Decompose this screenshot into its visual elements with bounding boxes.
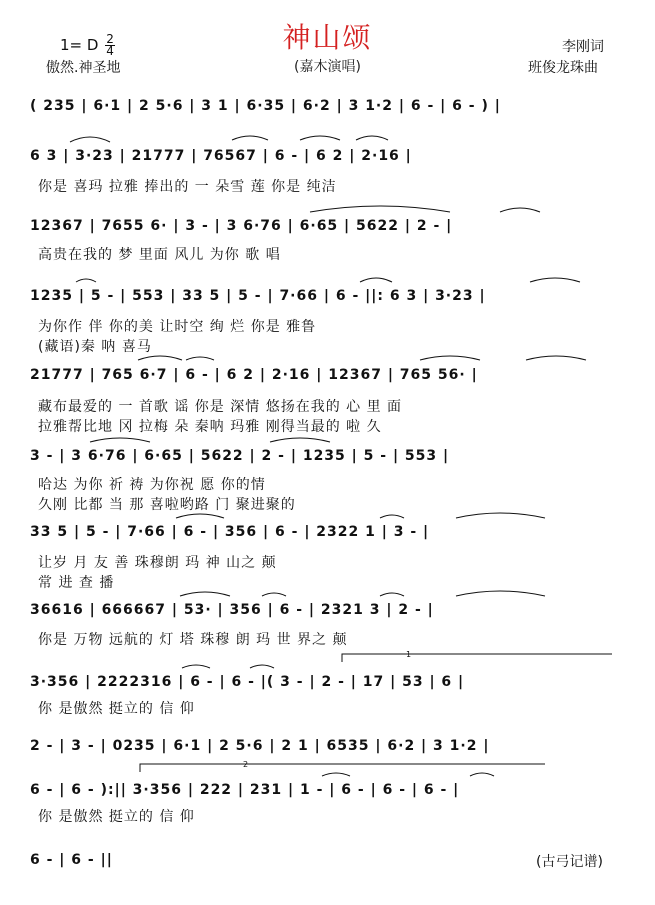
notation-line-4: 1235 | 5 - | 553 | 33 5 | 5 - | 7·66 | 6 - ||: 6 3 | 3·23 |: [30, 288, 486, 304]
lyrics-line-7a: 让岁 月 友 善 珠穆朗 玛 神 山之 颠: [38, 555, 277, 571]
slur: [310, 206, 450, 212]
lyrics-line-11a: 你 是傲然 挺立的 信 仰: [38, 809, 195, 825]
volta-second-bracket: [140, 764, 545, 772]
slur: [186, 357, 214, 360]
slur: [456, 591, 545, 596]
time-signature-top: 2: [106, 32, 114, 46]
volta-second-label: 2: [243, 760, 249, 769]
lyrics-line-4a: 为你作 伴 你的美 让时空 绚 烂 你是 雅鲁: [38, 319, 317, 335]
slur: [138, 356, 182, 360]
slur: [262, 593, 286, 596]
slur: [470, 773, 494, 776]
slur: [322, 773, 350, 776]
transcriber-credit: (古弓记谱): [536, 854, 603, 870]
time-signature-bottom: 4: [106, 44, 114, 58]
lyrics-line-9a: 你 是傲然 挺立的 信 仰: [38, 701, 195, 717]
notation-line-6: 3 - | 3 6·76 | 6·65 | 5622 | 2 - | 1235 | 5 - | 553 |: [30, 448, 450, 464]
notation-line-2: 6 3 | 3·23 | 21777 | 76567 | 6 - | 6 2 | 2·16 |: [30, 148, 412, 164]
volta-first-bracket: [342, 654, 612, 662]
performance-style: 傲然.神圣地: [46, 60, 121, 76]
song-title: 神山颂: [282, 21, 373, 54]
slur: [90, 438, 150, 442]
slur: [270, 438, 330, 442]
lyrics-line-6b: 久刚 比都 当 那 喜啦哟路 门 聚进聚的: [38, 497, 296, 513]
slur: [380, 593, 404, 596]
lyricist: 李刚词: [562, 39, 604, 55]
song-subtitle: (嘉木演唱): [294, 59, 361, 75]
lyrics-line-4b: (藏语)秦 呐 喜马: [38, 339, 152, 355]
notation-line-7: 33 5 | 5 - | 7·66 | 6 - | 356 | 6 - | 2322 1 | 3 - |: [30, 524, 430, 540]
lyrics-line-5b: 拉雅帮比地 冈 拉梅 朵 秦呐 玛雅 刚得当最的 啦 久: [38, 419, 382, 435]
notation-line-8: 36616 | 666667 | 53· | 356 | 6 - | 2321 3 | 2 - |: [30, 602, 434, 618]
lyrics-line-5a: 藏布最爱的 一 首歌 谣 你是 深情 悠扬在我的 心 里 面: [38, 399, 403, 415]
notation-line-11: 6 - | 6 - ):|| 3·356 | 222 | 231 | 1 - | 6 - | 6 - | 6 - |: [30, 782, 460, 798]
notation-line-9: 3·356 | 2222316 | 6 - | 6 - |( 3 - | 2 - | 17 | 53 | 6 |: [30, 674, 465, 690]
notation-line-12: 6 - | 6 - ||: [30, 852, 113, 868]
slur: [356, 136, 388, 140]
slur: [300, 136, 340, 140]
lyrics-line-7b: 常 进 查 播: [38, 575, 115, 591]
lyrics-line-2a: 你是 喜玛 拉雅 捧出的 一 朵雪 莲 你是 纯洁: [38, 179, 337, 195]
slur: [420, 356, 480, 360]
volta-first-label: 1: [406, 650, 412, 659]
slur: [360, 278, 392, 282]
slur: [456, 513, 545, 518]
lyrics-line-6a: 哈达 为你 祈 祷 为你祝 愿 你的情: [38, 477, 266, 493]
slur: [380, 515, 404, 518]
slur: [176, 514, 224, 518]
lyrics-line-8a: 你是 万物 远航的 灯 塔 珠穆 朗 玛 世 界之 颠: [38, 632, 348, 648]
slur: [526, 356, 586, 360]
notation-line-3: 12367 | 7655 6· | 3 - | 3 6·76 | 6·65 | 5622 | 2 - |: [30, 218, 453, 234]
slur: [70, 137, 110, 142]
slur: [250, 665, 274, 668]
slur: [182, 665, 210, 668]
slur: [500, 208, 540, 212]
key-label: 1= D: [60, 36, 99, 54]
notation-line-10: 2 - | 3 - | 0235 | 6·1 | 2 5·6 | 2 1 | 6535 | 6·2 | 3 1·2 |: [30, 738, 490, 754]
slur: [180, 592, 230, 596]
slur: [232, 136, 268, 140]
slur: [530, 278, 580, 282]
lyrics-line-3a: 高贵在我的 梦 里面 风儿 为你 歌 唱: [38, 247, 281, 263]
notation-line-5: 21777 | 765 6·7 | 6 - | 6 2 | 2·16 | 12367 | 765 56· |: [30, 367, 478, 383]
slur: [76, 279, 96, 282]
composer: 班俊龙珠曲: [528, 60, 598, 76]
notation-line-1: ( 235 | 6·1 | 2 5·6 | 3 1 | 6·35 | 6·2 | 3 1·2 | 6 - | 6 - ) |: [30, 98, 501, 114]
